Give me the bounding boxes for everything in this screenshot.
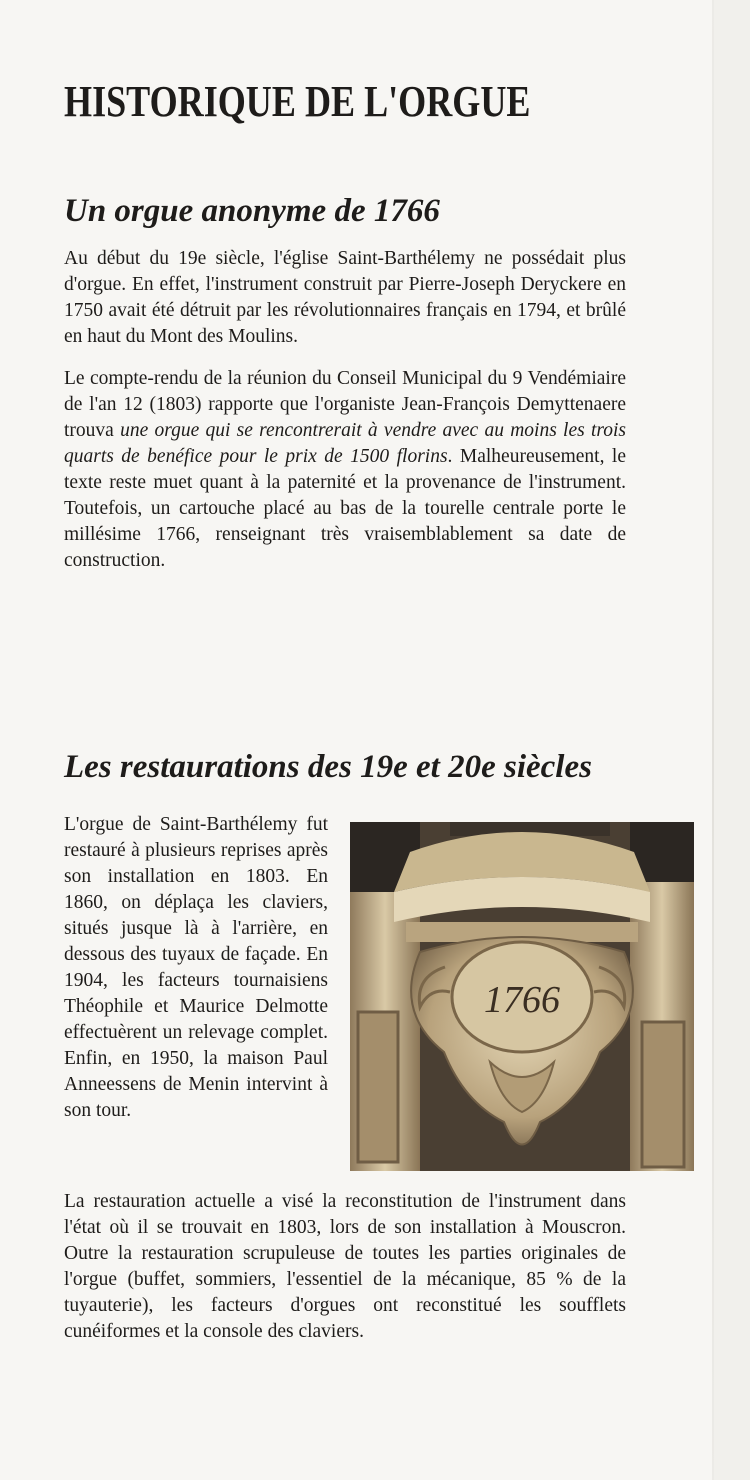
p2-text-before: Le compte-rendu de la réunion du Conseil Municipal du 9 Vendémiaire de l'an 12 (1803) rapporte que l'organiste Jean-François Demyttenaere trouva <box>64 368 626 441</box>
p2-quote: une orgue qui se rencontrerait à vendre avec au moins les trois quarts de benéfice pour le prix de 1500 florins <box>64 420 626 467</box>
section2-paragraph-1: L'orgue de Saint-Barthélemy fut restauré à plusieurs reprises après son installation en 1803. En 1860, on déplaça les claviers, situés jusque là à l'arrière, en dessous des tuyaux de façade. En 1904, les facteurs tournaisiens Théophile et Maurice Delmotte effectuèrent un relevage complet. Enfin, en 1950, la maison Paul Anneessens de Menin intervint à son tour. <box>64 814 328 1121</box>
section-title-anonymous-organ: Un orgue anonyme de 1766 <box>64 193 440 229</box>
section1-paragraph-1: Au début du 19e siècle, l'église Saint-Barthélemy ne possédait plus d'orgue. En effet, l'instrument construit par Pierre-Joseph Deryckere en 1750 avait été détruit par les révolutionnaires français en 1794, et brûlé en haut du Mont des Moulins. <box>64 248 626 347</box>
cartouche-inscription: 1766 <box>484 979 560 1021</box>
organ-cartouche-photo <box>350 822 694 1171</box>
p2-text-after: . Malheureusement, le texte reste muet quant à la paternité et la provenance de l'instrument. Toutefois, un cartouche placé au bas de la tourelle centrale porte le millésime 1766, renseignant très vraisemblablement sa date de construction. <box>64 446 626 571</box>
section-title-restorations: Les restaurations des 19e et 20e siècles <box>64 749 592 785</box>
page-title: HISTORIQUE DE L'ORGUE <box>64 77 531 126</box>
page-edge <box>714 0 750 1480</box>
page-fold <box>712 0 714 1480</box>
section2-paragraph-2: La restauration actuelle a visé la reconstitution de l'instrument dans l'état où il se trouvait en 1803, lors de son installation à Mouscron. Outre la restauration scrupuleuse de toutes les parties originales de l'orgue (buffet, sommiers, l'essentiel de la mécanique, 85 % de la tuyauterie), les facteurs d'orgues ont reconstitué les soufflets cunéiformes et la console des claviers. <box>64 1191 626 1342</box>
section1-paragraph-2 <box>64 366 626 574</box>
